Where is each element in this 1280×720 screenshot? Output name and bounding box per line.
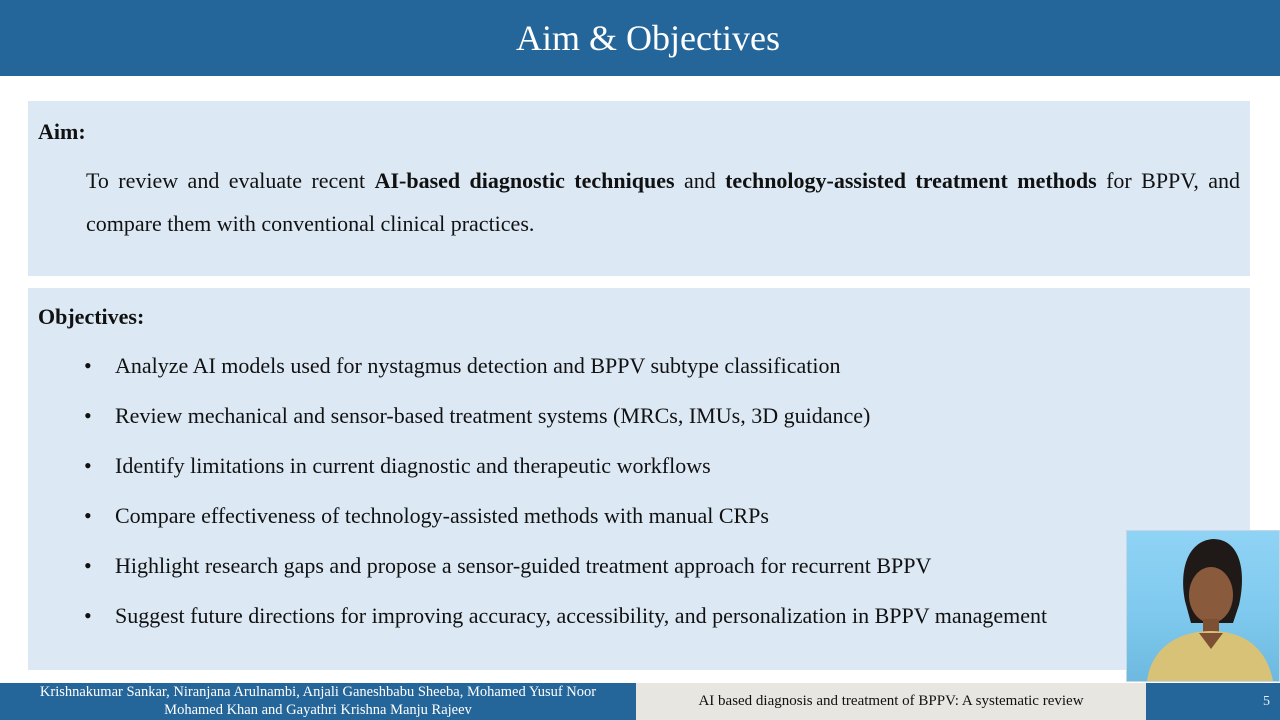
aim-text-part: To review and evaluate recent xyxy=(86,168,366,193)
objective-text: Highlight research gaps and propose a sensor-guided treatment approach for recurrent BPPV xyxy=(115,553,932,578)
paper-title: AI based diagnosis and treatment of BPPV: A systematic review xyxy=(698,693,1084,709)
bullet-icon: • xyxy=(84,353,92,378)
objective-text: Suggest future directions for improving accuracy, accessibility, and personalization in BPPV management xyxy=(115,603,1048,628)
footer-page-box xyxy=(1146,683,1280,720)
bullet-icon: • xyxy=(84,453,92,478)
objective-text: Compare effectiveness of technology-assisted methods with manual CRPs xyxy=(115,503,769,528)
authors-line-1: Krishnakumar Sankar, Niranjana Arulnambi, Anjali Ganeshbabu Sheeba, Mohamed Yusuf Noor xyxy=(39,684,597,700)
bullet-icon: • xyxy=(84,403,92,428)
bullet-icon: • xyxy=(84,603,92,628)
aim-text-part: for BPPV, and compare them with conventional clinical practices. xyxy=(86,168,1241,236)
aim-text xyxy=(86,159,1240,245)
objectives-panel xyxy=(28,288,1250,670)
presenter-silhouette-icon xyxy=(1127,531,1279,681)
aim-bold-ai-diagnostic: AI-based diagnostic techniques xyxy=(374,168,675,193)
webcam-video xyxy=(1126,530,1280,682)
aim-panel xyxy=(28,101,1250,276)
title-bar xyxy=(0,0,1280,76)
aim-text-part: and xyxy=(683,168,716,193)
objective-text: Review mechanical and sensor-based treatment systems (MRCs, IMUs, 3D guidance) xyxy=(115,403,871,428)
footer-authors xyxy=(0,683,636,720)
slide-title: Aim & Objectives xyxy=(516,18,780,58)
objective-text: Analyze AI models used for nystagmus detection and BPPV subtype classification xyxy=(115,353,841,378)
objectives-heading: Objectives: xyxy=(38,304,145,329)
bullet-icon: • xyxy=(84,553,92,578)
aim-bold-tech-treatment: technology-assisted treatment methods xyxy=(725,168,1097,193)
footer-paper-title xyxy=(636,683,1146,720)
authors-line-2: Mohamed Khan and Gayathri Krishna Manju Rajeev xyxy=(164,702,472,718)
bullet-icon: • xyxy=(84,503,92,528)
page-number: 5 xyxy=(1263,694,1270,709)
objective-text: Identify limitations in current diagnostic and therapeutic workflows xyxy=(115,453,711,478)
aim-heading: Aim: xyxy=(38,119,86,144)
